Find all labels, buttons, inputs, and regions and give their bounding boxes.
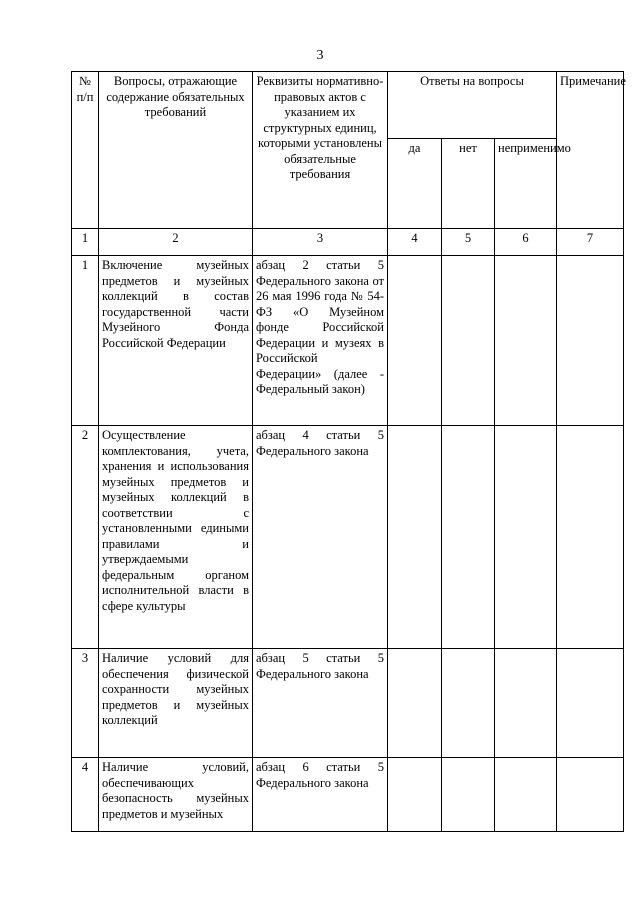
requirements-table	[71, 71, 624, 832]
column-number: 5	[442, 229, 495, 256]
row-requisite: абзац 2 статьи 5 Федерального закона от 26 мая 1996 года № 54-ФЗ «О Музейном фонде Российской Федерации и музеях в Российской Федерации» (далее - Федеральный закон)	[253, 256, 388, 426]
answer-na-cell[interactable]	[495, 426, 557, 649]
column-numbers-row	[72, 229, 624, 256]
answer-no-cell[interactable]	[442, 256, 495, 426]
column-number: 3	[253, 229, 388, 256]
answer-yes-cell[interactable]	[388, 256, 442, 426]
answer-na-cell[interactable]	[495, 256, 557, 426]
notes-cell[interactable]	[557, 649, 624, 758]
column-number: 4	[388, 229, 442, 256]
header-requisites: Реквизиты нормативно-правовых актов с указанием их структурных единиц, которыми установлены обязательные требования	[253, 72, 388, 229]
row-question: Наличие условий для обеспечения физической сохранности музейных предметов и музейных коллекций	[99, 649, 253, 758]
row-number: 2	[72, 426, 99, 649]
answer-yes-cell[interactable]	[388, 758, 442, 832]
column-number: 7	[557, 229, 624, 256]
row-number: 1	[72, 256, 99, 426]
page-number: 3	[316, 48, 324, 63]
answer-yes-cell[interactable]	[388, 649, 442, 758]
column-number: 6	[495, 229, 557, 256]
answer-no-cell[interactable]	[442, 758, 495, 832]
header-answers: Ответы на вопросы	[388, 72, 557, 139]
answer-na-cell[interactable]	[495, 649, 557, 758]
header-notes: Примечание	[557, 72, 624, 229]
notes-cell[interactable]	[557, 426, 624, 649]
answer-no-cell[interactable]	[442, 426, 495, 649]
row-requisite: абзац 5 статьи 5 Федерального закона	[253, 649, 388, 758]
answer-no-cell[interactable]	[442, 649, 495, 758]
header-answer-no: нет	[442, 139, 495, 229]
table-row	[72, 426, 624, 649]
row-number: 4	[72, 758, 99, 832]
answer-na-cell[interactable]	[495, 758, 557, 832]
header-num: № п/п	[72, 72, 99, 229]
table-row	[72, 758, 624, 832]
header-answer-na: неприменимо	[495, 139, 557, 229]
table-row	[72, 649, 624, 758]
row-question: Осуществление комплектования, учета, хранения и использования музейных предметов и музейных коллекций в соответствии с установленными едиными правилами и утверждаемыми федеральным органом исполнительной власти в сфере культуры	[99, 426, 253, 649]
notes-cell[interactable]	[557, 256, 624, 426]
row-requisite: абзац 4 статьи 5 Федерального закона	[253, 426, 388, 649]
table-row	[72, 256, 624, 426]
answer-yes-cell[interactable]	[388, 426, 442, 649]
row-question: Наличие условий, обеспечивающих безопасность музейных предметов и музейных	[99, 758, 253, 832]
header-answer-yes: да	[388, 139, 442, 229]
column-number: 1	[72, 229, 99, 256]
header-questions: Вопросы, отражающие содержание обязательных требований	[99, 72, 253, 229]
row-requisite: абзац 6 статьи 5 Федерального закона	[253, 758, 388, 832]
row-question: Включение музейных предметов и музейных коллекций в состав государственной части Музейного Фонда Российской Федерации	[99, 256, 253, 426]
row-number: 3	[72, 649, 99, 758]
column-number: 2	[99, 229, 253, 256]
notes-cell[interactable]	[557, 758, 624, 832]
